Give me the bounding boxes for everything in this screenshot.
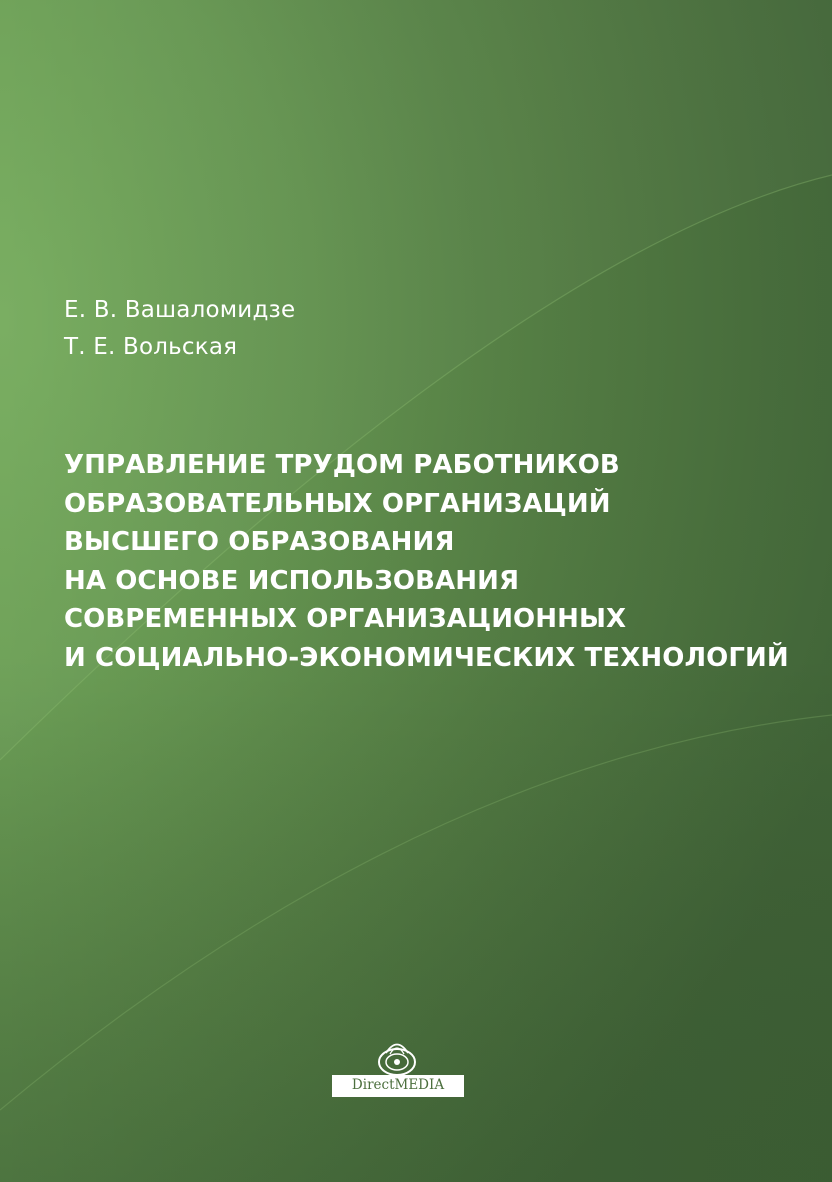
book-title bbox=[64, 446, 804, 677]
authors bbox=[64, 292, 295, 366]
title-line: НА ОСНОВЕ ИСПОЛЬЗОВАНИЯ bbox=[64, 565, 520, 596]
publisher-name: DirectMEDIA bbox=[332, 1075, 464, 1097]
title-line: СОВРЕМЕННЫХ ОРГАНИЗАЦИОННЫХ bbox=[64, 604, 627, 634]
title-line: И СОЦИАЛЬНО-ЭКОНОМИЧЕСКИХ ТЕХНОЛОГИЙ bbox=[64, 642, 789, 673]
author-name: Т. Е. Вольская bbox=[64, 334, 238, 360]
title-line: ВЫСШЕГО ОБРАЗОВАНИЯ bbox=[64, 527, 455, 557]
title-line: УПРАВЛЕНИЕ ТРУДОМ РАБОТНИКОВ bbox=[64, 450, 620, 480]
title-line: ОБРАЗОВАТЕЛЬНЫХ ОРГАНИЗАЦИЙ bbox=[64, 488, 611, 519]
publisher-logo bbox=[322, 1060, 502, 1132]
author-name: Е. В. Вашаломидзе bbox=[64, 297, 296, 323]
publisher-logo-icon bbox=[369, 1032, 425, 1078]
